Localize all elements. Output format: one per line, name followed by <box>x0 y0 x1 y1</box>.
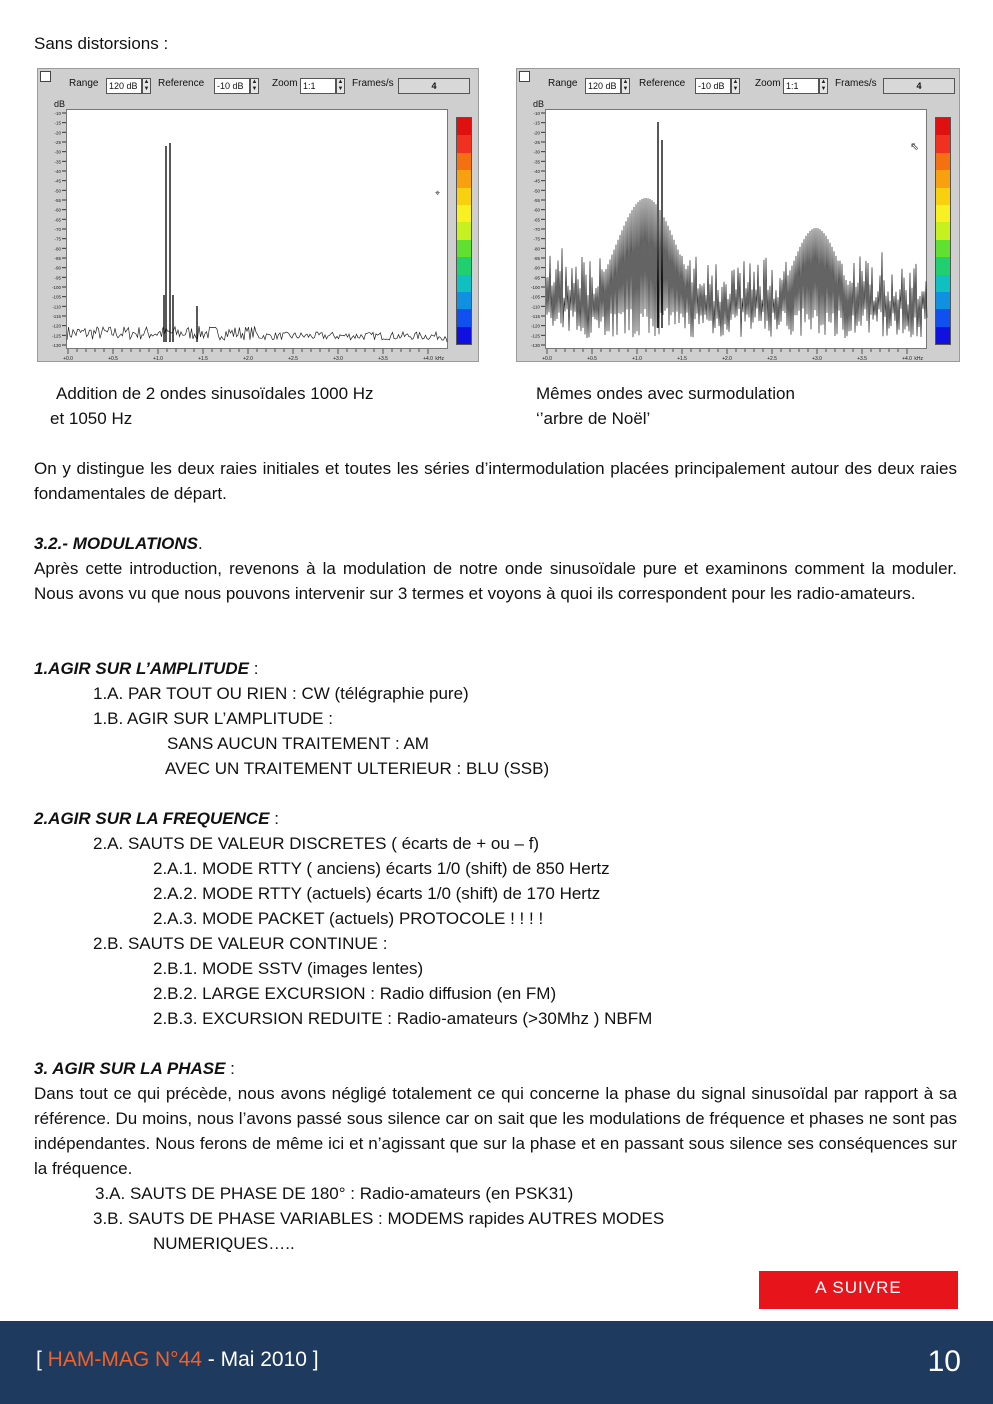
y-axis <box>517 109 545 349</box>
frames-field: 4 <box>398 78 470 94</box>
x-tick-label: +0.5 <box>108 356 118 362</box>
page-number: 10 <box>927 1345 961 1378</box>
y-tick-label: -60 <box>54 207 61 213</box>
x-tick-label: +3.5 <box>857 356 867 362</box>
color-scale-segment <box>936 170 950 187</box>
y-tick-label: -45 <box>54 178 61 184</box>
color-scale-segment <box>936 257 950 274</box>
y-tick-label: -75 <box>533 236 540 242</box>
section-heading-modulations <box>34 531 203 556</box>
heading-phase-suffix: : <box>225 1059 235 1078</box>
x-tick-label: +2.5 <box>767 356 777 362</box>
reference-label: Reference <box>158 78 205 89</box>
y-tick-label: -10 <box>533 111 540 116</box>
y-tick-label: -125 <box>51 333 61 339</box>
x-tick-label: +0.0 <box>63 356 73 362</box>
y-tick-label: -55 <box>533 198 540 203</box>
y-tick-label: -25 <box>533 140 540 145</box>
y-tick-label: -105 <box>530 294 540 300</box>
color-scale-segment <box>457 188 471 205</box>
frames-label: Frames/s <box>352 78 394 89</box>
heading-frequence <box>34 806 279 831</box>
zoom-label: Zoom <box>272 78 298 89</box>
y-axis <box>38 109 66 349</box>
caption-right-line1: Mêmes ondes avec surmodulation <box>536 384 795 403</box>
color-scale-segment <box>936 153 950 170</box>
y-tick-label: -90 <box>533 265 540 271</box>
x-tick-label: +3.5 <box>378 356 388 362</box>
footer-issue <box>36 1348 319 1372</box>
item-2a2: 2.A.2. MODE RTTY (actuels) écarts 1/0 (shift) de 170 Hertz <box>153 884 601 903</box>
caption-right-line2: ‘’arbre de Noël’ <box>536 409 651 428</box>
y-tick-label: -35 <box>54 159 61 165</box>
page-footer <box>0 1321 993 1404</box>
y-tick-label: -20 <box>533 130 540 136</box>
y-tick-label: -100 <box>530 285 540 290</box>
color-scale-segment <box>457 170 471 187</box>
y-tick-label: -100 <box>51 285 61 290</box>
y-tick-label: -130 <box>530 343 540 348</box>
item-2a: 2.A. SAUTS DE VALEUR DISCRETES ( écarts de + ou – f) <box>93 834 540 853</box>
footer-bracket: [ <box>36 1348 48 1371</box>
y-tick-label: -90 <box>54 265 61 271</box>
zoom-spinner: ▲ ▼ <box>337 79 344 92</box>
color-scale-segment <box>457 292 471 309</box>
color-scale-segment <box>936 327 950 344</box>
reference-spinner: ▲ ▼ <box>732 79 739 92</box>
x-tick-label: +3.0 <box>333 356 343 362</box>
footer-magazine: HAM-MAG N°44 <box>47 1348 202 1371</box>
heading-amplitude-suffix: : <box>249 659 259 678</box>
y-tick-label: -110 <box>531 304 540 310</box>
x-tick-label: +4.0 <box>423 356 433 362</box>
spectrum-screenshot-overmodulated <box>516 68 960 362</box>
y-tick-label: -70 <box>533 227 540 232</box>
color-scale-segment <box>936 188 950 205</box>
y-tick-label: -125 <box>530 333 540 339</box>
item-3b-continuation: NUMERIQUES….. <box>153 1234 295 1253</box>
cursor-crosshair-icon: ⌖ <box>435 188 441 198</box>
y-tick-label: -65 <box>54 217 61 223</box>
y-tick-label: -80 <box>533 246 540 252</box>
color-scale-segment <box>936 309 950 326</box>
range-spinner: ▲ ▼ <box>143 79 150 92</box>
analyzer-toolbar <box>517 69 959 99</box>
spectrum-plot <box>545 109 927 349</box>
y-tick-label: -80 <box>54 246 61 252</box>
y-tick-label: -70 <box>54 227 61 232</box>
color-scale-segment <box>936 275 950 292</box>
item-2a1: 2.A.1. MODE RTTY ( anciens) écarts 1/0 (shift) de 850 Hertz <box>153 859 610 878</box>
reference-field: -10 dB <box>695 78 731 94</box>
color-scale-bar <box>935 117 951 345</box>
item-1a: 1.A. PAR TOUT OU RIEN : CW (télégraphie pure) <box>93 684 469 703</box>
reference-spinner: ▲ ▼ <box>251 79 258 92</box>
item-2b3: 2.B.3. EXCURSION REDUITE : Radio-amateurs (>30Mhz ) NBFM <box>153 1009 653 1028</box>
y-tick-label: -110 <box>52 304 61 310</box>
y-tick-label: -120 <box>530 323 540 329</box>
color-scale-segment <box>936 222 950 239</box>
paragraph-phase: Dans tout ce qui précède, nous avons négligé totalement ce qui concerne la phase du signal sinusoïdal par rapport à sa référence. Du moins, nous l’avons passé sous silence car on sait que les modulations de fréquence et phases ne sont pas indépendantes. Nous ferons de même ici et n’agissant que sur la phase et en passant sous silence ses conséquences sur la fréquence. <box>34 1084 957 1178</box>
zoom-field: 1:1 <box>783 78 819 94</box>
zoom-label: Zoom <box>755 78 781 89</box>
paragraph-intermodulation: On y distingue les deux raies initiales et toutes les séries d’intermodulation placées principalement autour des deux raies fondamentales de départ. <box>34 459 957 503</box>
y-tick-label: -15 <box>54 120 61 126</box>
y-tick-label: -105 <box>51 294 61 300</box>
frames-label: Frames/s <box>835 78 877 89</box>
color-scale-segment <box>457 205 471 222</box>
item-2b: 2.B. SAUTS DE VALEUR CONTINUE : <box>93 934 388 953</box>
y-tick-label: -120 <box>51 323 61 329</box>
color-scale-segment <box>936 135 950 152</box>
spectrum-plot <box>66 109 448 349</box>
x-tick-label: +2.0 <box>243 356 253 362</box>
y-tick-label: -10 <box>54 111 61 116</box>
heading-amplitude-text: 1.AGIR SUR L’AMPLITUDE <box>34 659 250 678</box>
intro-label: Sans distorsions : <box>34 34 169 53</box>
item-2a3: 2.A.3. MODE PACKET (actuels) PROTOCOLE ! ! ! ! <box>153 909 544 928</box>
x-axis <box>542 349 927 362</box>
y-tick-label: -85 <box>54 256 61 261</box>
reference-field: -10 dB <box>214 78 250 94</box>
color-scale-segment <box>457 309 471 326</box>
y-tick-label: -30 <box>533 149 540 155</box>
item-1b-sub1: SANS AUCUN TRAITEMENT : AM <box>167 734 429 753</box>
y-tick-label: -35 <box>533 159 540 165</box>
item-3a: 3.A. SAUTS DE PHASE DE 180° : Radio-amateurs (en PSK31) <box>95 1184 574 1203</box>
x-tick-label: +1.0 <box>632 356 642 362</box>
y-tick-label: -50 <box>54 188 61 194</box>
frames-field: 4 <box>883 78 955 94</box>
intermodulation-trace <box>546 198 927 338</box>
range-spinner: ▲ ▼ <box>622 79 629 92</box>
y-tick-label: -130 <box>51 343 61 348</box>
heading-frequence-suffix: : <box>269 809 279 828</box>
color-scale-segment <box>457 118 471 135</box>
y-tick-label: -20 <box>54 130 61 136</box>
caption-left-line1: Addition de 2 ondes sinusoïdales 1000 Hz <box>56 384 374 403</box>
range-label: Range <box>548 78 578 89</box>
spectrum-trace <box>546 110 926 348</box>
db-unit-label: dB <box>533 99 545 109</box>
paragraph-modulations: Après cette introduction, revenons à la modulation de notre onde sinusoïdale pure et examinons comment la moduler. Nous avons vu que nous pouvons intervenir sur 3 termes et voyons à quoi ils correspondent pour les radio-amateurs. <box>34 559 957 603</box>
color-scale-segment <box>457 135 471 152</box>
range-field: 120 dB <box>106 78 142 94</box>
y-tick-label: -115 <box>531 314 540 319</box>
x-tick-label: +0.0 <box>542 356 552 362</box>
x-unit-label: kHz <box>435 356 444 362</box>
footer-date: - Mai 2010 ] <box>201 1348 319 1371</box>
range-label: Range <box>69 78 99 89</box>
y-tick-label: -75 <box>54 236 61 242</box>
section-heading-text: 3.2.- MODULATIONS <box>34 534 199 553</box>
a-suivre-banner: A SUIVRE <box>759 1271 958 1309</box>
color-scale-segment <box>457 222 471 239</box>
y-tick-label: -50 <box>533 188 540 194</box>
x-tick-label: +0.5 <box>587 356 597 362</box>
window-checkbox <box>40 71 51 82</box>
x-tick-label: +2.5 <box>288 356 298 362</box>
y-tick-label: -95 <box>54 275 61 281</box>
x-tick-label: +1.5 <box>677 356 687 362</box>
item-1b: 1.B. AGIR SUR L’AMPLITUDE : <box>93 709 333 728</box>
y-tick-label: -95 <box>533 275 540 281</box>
y-tick-label: -40 <box>54 169 61 174</box>
mouse-pointer-icon: ⇖ <box>910 141 920 153</box>
y-tick-label: -45 <box>533 178 540 184</box>
spectrum-trace <box>67 110 447 348</box>
x-axis <box>63 349 448 362</box>
y-tick-label: -65 <box>533 217 540 223</box>
heading-phase <box>34 1056 235 1081</box>
color-scale-bar <box>456 117 472 345</box>
analyzer-toolbar <box>38 69 478 99</box>
color-scale-segment <box>936 240 950 257</box>
color-scale-segment <box>936 292 950 309</box>
y-tick-label: -30 <box>54 149 61 155</box>
y-tick-label: -25 <box>54 140 61 145</box>
x-tick-label: +1.5 <box>198 356 208 362</box>
heading-phase-text: 3. AGIR SUR LA PHASE <box>34 1059 226 1078</box>
zoom-field: 1:1 <box>300 78 336 94</box>
window-checkbox <box>519 71 530 82</box>
heading-frequence-text: 2.AGIR SUR LA FREQUENCE <box>34 809 270 828</box>
color-scale-segment <box>936 205 950 222</box>
x-unit-label: kHz <box>914 356 923 362</box>
color-scale-segment <box>457 257 471 274</box>
color-scale-segment <box>936 118 950 135</box>
item-1b-sub2: AVEC UN TRAITEMENT ULTERIEUR : BLU (SSB) <box>165 759 550 778</box>
color-scale-segment <box>457 327 471 344</box>
color-scale-segment <box>457 275 471 292</box>
caption-left-line2: et 1050 Hz <box>50 409 133 428</box>
heading-amplitude <box>34 656 258 681</box>
x-tick-label: +2.0 <box>722 356 732 362</box>
x-tick-label: +3.0 <box>812 356 822 362</box>
zoom-spinner: ▲ ▼ <box>820 79 827 92</box>
color-scale-segment <box>457 153 471 170</box>
db-unit-label: dB <box>54 99 66 109</box>
y-tick-label: -115 <box>52 314 61 319</box>
reference-label: Reference <box>639 78 686 89</box>
y-tick-label: -40 <box>533 169 540 174</box>
noise-floor-trace <box>67 326 447 342</box>
item-2b2: 2.B.2. LARGE EXCURSION : Radio diffusion (en FM) <box>153 984 557 1003</box>
item-2b1: 2.B.1. MODE SSTV (images lentes) <box>153 959 424 978</box>
y-tick-label: -60 <box>533 207 540 213</box>
spectrum-screenshot-clean <box>37 68 479 362</box>
section-heading-dot: . <box>198 534 203 553</box>
x-tick-label: +4.0 <box>902 356 912 362</box>
item-3b: 3.B. SAUTS DE PHASE VARIABLES : MODEMS rapides AUTRES MODES <box>93 1209 665 1228</box>
y-tick-label: -85 <box>533 256 540 261</box>
y-tick-label: -55 <box>54 198 61 203</box>
y-tick-label: -15 <box>533 120 540 126</box>
range-field: 120 dB <box>585 78 621 94</box>
x-tick-label: +1.0 <box>153 356 163 362</box>
color-scale-segment <box>457 240 471 257</box>
